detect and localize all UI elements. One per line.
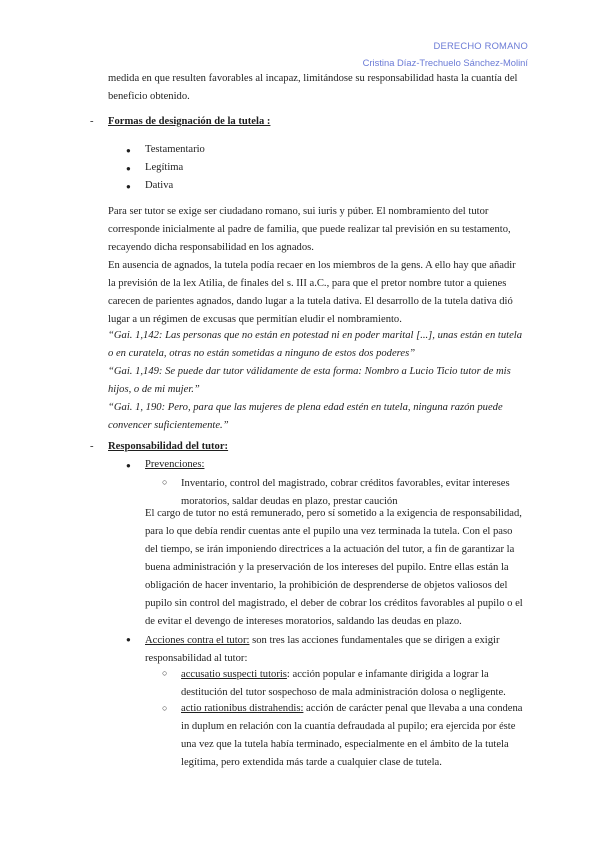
- header-title: DERECHO ROMANO: [433, 40, 528, 51]
- header-author: Cristina Díaz-Trechuelo Sánchez-Moliní: [362, 57, 528, 68]
- quote: “Gai. 1,149: Se puede dar tutor válidamente de esta forma: Nombro a Lucio Ticio tutor de mis hijos, o de mi mujer.”: [108, 366, 511, 395]
- quote: “Gai. 1,142: Las personas que no están en potestad ni en poder marital [...], unas están en tutela o en curatela, otras no están sometidas a ninguno de estos dos poderes”: [108, 330, 523, 359]
- bullet-icon: ●: [126, 182, 131, 191]
- bullet-icon: ●: [126, 635, 131, 644]
- accion2-text: acción de carácter penal que llevaba a una condena in duplum en relación con la cuantía defraudada al pupilo; era ejercida por éste una vez que la tutela había terminado, especialmente en el ámbito de la tutela legítima, pero extendida más tarde a cualquier clase de tutela.: [181, 703, 523, 768]
- acciones-label: Acciones contra el tutor:: [145, 635, 250, 646]
- section-title-responsabilidad: Responsabilidad del tutor:: [108, 441, 229, 452]
- prevenciones-label: Prevenciones:: [145, 459, 205, 470]
- prevenciones-item: Inventario, control del magistrado, cobrar créditos favorables, evitar intereses moratorios, saldar deudas en plazo, prestar caución: [181, 478, 510, 507]
- section-marker: -: [90, 116, 94, 127]
- list-item: Legítima: [145, 162, 184, 173]
- circle-bullet-icon: ○: [162, 477, 168, 487]
- acciones-paragraph: [145, 632, 527, 668]
- circle-bullet-icon: ○: [162, 703, 168, 713]
- acciones-text: son tres las acciones fundamentales que se dirigen a exigir responsabilidad al tutor:: [145, 635, 500, 664]
- accion-item: [181, 666, 526, 702]
- list-item: Testamentario: [145, 144, 205, 155]
- intro-paragraph: medida en que resulten favorables al incapaz, limitándose su responsabilidad hasta la cuantía del beneficio obtenido.: [108, 73, 518, 102]
- section-marker: -: [90, 441, 94, 452]
- circle-bullet-icon: ○: [162, 668, 168, 678]
- paragraph: En ausencia de agnados, la tutela podía recaer en los miembros de la gens. A ello hay que añadir la previsión de la lex Atilia, de finales del s. III a.C., para que el pretor nombre tutor a quienes carecen de parientes agnados, dando lugar a la tutela dativa. El desarrollo de la tutela dativa dió lugar a un régimen de excusas que permitían eludir el nombramiento.: [108, 260, 516, 325]
- section-title-designacion: Formas de designación de la tutela :: [108, 116, 271, 127]
- bullet-icon: ●: [126, 164, 131, 173]
- bullet-icon: ●: [126, 461, 131, 470]
- quote: “Gai. 1, 190: Pero, para que las mujeres de plena edad estén en tutela, ninguna razón puede convencer suficientemente.”: [108, 402, 503, 431]
- paragraph: El cargo de tutor no está remunerado, pero sí sometido a la exigencia de responsabilidad, para lo que debía rendir cuentas ante el pupilo una vez terminada la tutela. Con el paso del tiempo, se irán imponiendo directrices a la actuación del tutor, a fin de garantizar la buena administración y la preservación de los intereses del pupilo. Entre ellas están la obligación de hacer inventario, la prohibición de desprenderse de objetos valiosos del pupilo sin control del magistrado, el deber de cobrar los créditos favorables al pupilo o el de evitar el devengo de intereses moratorios, saldando las deudas en plazo.: [145, 508, 523, 627]
- accion2-label: actio rationibus distrahendis:: [181, 703, 304, 714]
- accion1-label: accusatio suspecti tutoris: [181, 669, 287, 680]
- accion1-text: : acción popular e infamante dirigida a lograr la destitución del tutor sospechoso de mala administración dolosa o negligente.: [181, 669, 506, 698]
- bullet-icon: ●: [126, 146, 131, 155]
- list-item: Dativa: [145, 180, 174, 191]
- accion-item: [181, 700, 526, 772]
- paragraph: Para ser tutor se exige ser ciudadano romano, sui iuris y púber. El nombramiento del tutor corresponde inicialmente al padre de familia, que puede realizar tal previsión en su testamento, recayendo dicha responsabilidad en los agnados.: [108, 206, 511, 253]
